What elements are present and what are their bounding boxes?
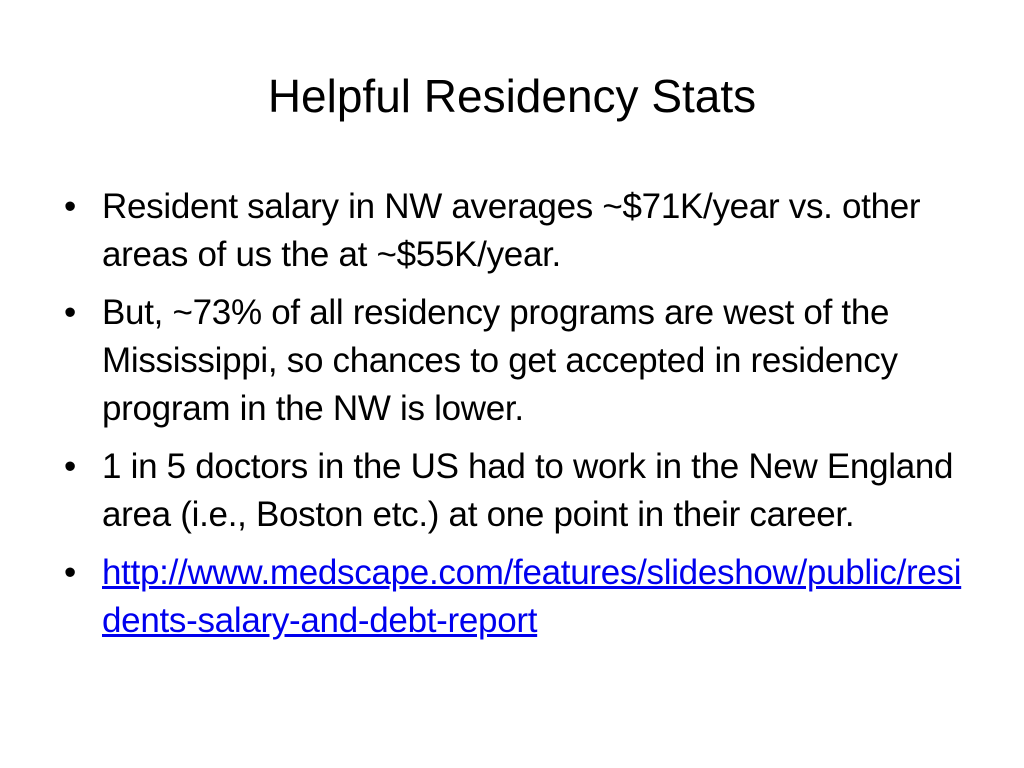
medscape-report-link[interactable]: http://www.medscape.com/features/slideshow/public/residents-salary-and-debt-report <box>102 553 962 640</box>
bullet-text: Resident salary in NW averages ~$71K/year vs. other areas of us the at ~$55K/year. <box>102 187 921 274</box>
bullet-marker: • <box>64 293 76 332</box>
bullet-text: But, ~73% of all residency programs are west of the Mississippi, so chances to get accepted in residency program in the NW is lower. <box>102 293 898 428</box>
bullet-list <box>60 183 980 655</box>
bullet-item-salary <box>60 183 980 279</box>
bullet-marker: • <box>64 187 76 226</box>
bullet-item-programs <box>60 289 980 433</box>
bullet-marker: • <box>64 447 76 486</box>
bullet-item-link <box>60 549 980 645</box>
slide-title: Helpful Residency Stats <box>267 70 757 122</box>
bullet-item-doctors <box>60 443 980 539</box>
bullet-text: 1 in 5 doctors in the US had to work in the New England area (i.e., Boston etc.) at one point in their career. <box>102 447 954 534</box>
bullet-marker: • <box>64 553 76 592</box>
